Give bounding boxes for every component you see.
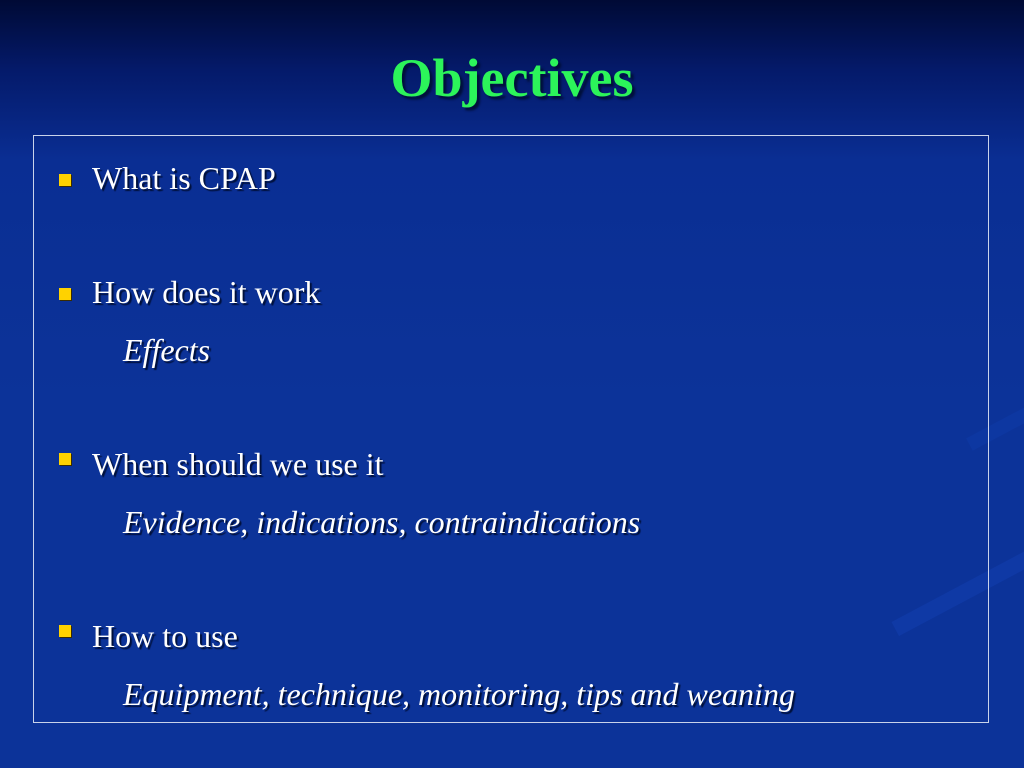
slide-title: Objectives <box>390 48 634 108</box>
sub-item: Equipment, technique, monitoring, tips and weaning <box>123 676 795 712</box>
sub-item: Evidence, indications, contraindications <box>123 504 641 540</box>
square-bullet-icon <box>59 453 71 465</box>
bullet-item <box>34 448 934 484</box>
square-bullet-icon <box>59 288 71 300</box>
sub-item: Effects <box>123 332 211 368</box>
bullet-text: When should we use it <box>92 446 384 482</box>
bullet-text: How does it work <box>92 274 321 310</box>
bullet-item <box>34 162 934 198</box>
square-bullet-icon <box>59 174 71 186</box>
bullet-text: How to use <box>92 618 238 654</box>
content-box <box>33 135 989 723</box>
bullet-item <box>34 276 934 312</box>
square-bullet-icon <box>59 625 71 637</box>
bullet-text: What is CPAP <box>92 160 276 196</box>
bullet-item <box>34 620 934 656</box>
